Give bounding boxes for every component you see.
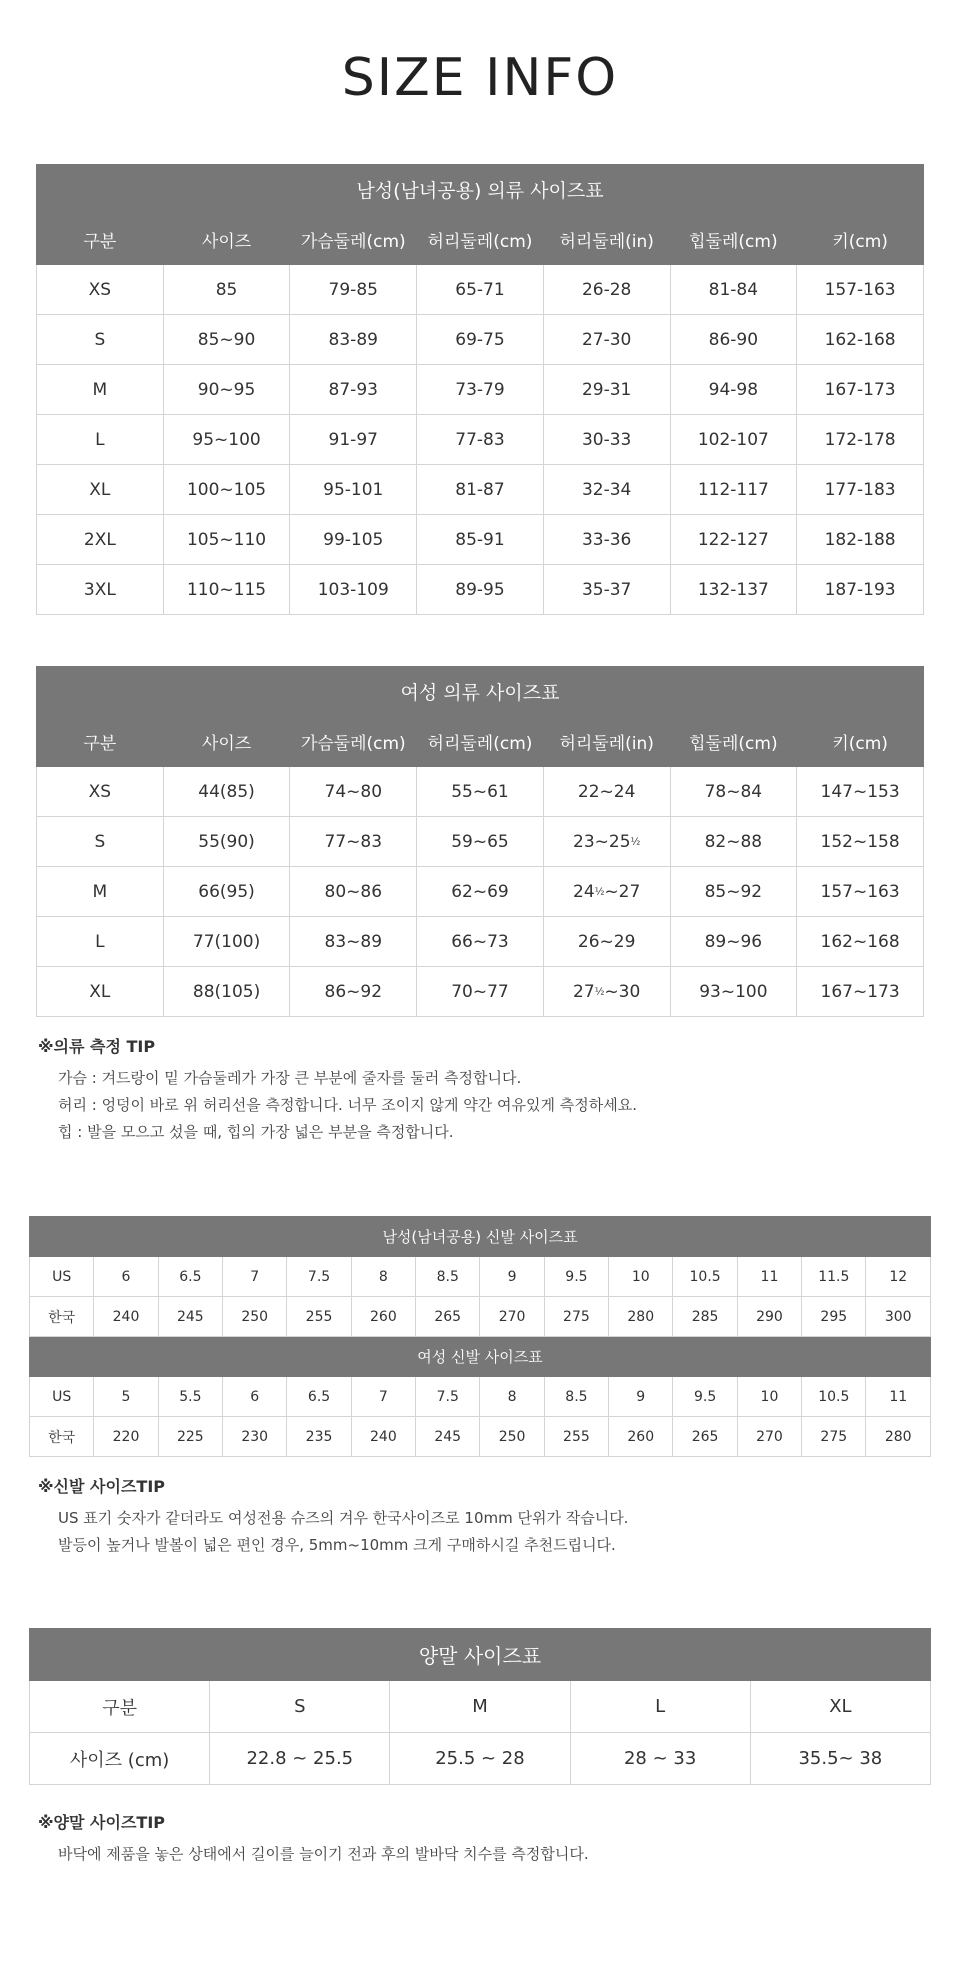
column-header: 힙둘레(cm) <box>670 215 797 265</box>
table-row <box>37 867 924 917</box>
table-cell: 6.5 <box>287 1377 351 1417</box>
table-cell: XL <box>37 967 164 1017</box>
socks-value: 22.8 ~ 25.5 <box>210 1733 390 1785</box>
table-cell: 220 <box>94 1417 158 1457</box>
column-header: 키(cm) <box>797 717 924 767</box>
table-cell: 81-84 <box>670 265 797 315</box>
table-cell: 9 <box>480 1257 544 1297</box>
table-cell: 10 <box>737 1377 801 1417</box>
table-cell: 7.5 <box>416 1377 480 1417</box>
table-cell: 285 <box>673 1297 737 1337</box>
table-cell: 27½~30 <box>543 967 670 1017</box>
clothing-tip-title: ※의류 측정 TIP <box>38 1037 156 1056</box>
table-cell: 8.5 <box>416 1257 480 1297</box>
table-cell: 7.5 <box>287 1257 351 1297</box>
table-cell: 2XL <box>37 515 164 565</box>
table-cell: 22~24 <box>543 767 670 817</box>
table-row <box>30 1417 931 1457</box>
clothing-tip-line: 가슴 : 겨드랑이 밑 가슴둘레가 가장 큰 부분에 줄자를 둘러 측정합니다. <box>58 1069 522 1087</box>
table-cell: S <box>37 315 164 365</box>
table-cell: 10.5 <box>673 1257 737 1297</box>
table-cell: 87-93 <box>290 365 417 415</box>
table-cell: 32-34 <box>543 465 670 515</box>
table-cell: 26~29 <box>543 917 670 967</box>
table-cell: L <box>37 415 164 465</box>
shoe-tip-title: ※신발 사이즈TIP <box>38 1477 165 1496</box>
table-cell: 240 <box>94 1297 158 1337</box>
table-cell: 290 <box>737 1297 801 1337</box>
table-row <box>37 817 924 867</box>
table-cell: 225 <box>158 1417 222 1457</box>
table-cell: 12 <box>866 1257 931 1297</box>
table-cell: 122-127 <box>670 515 797 565</box>
shoe-tip-line: US 표기 숫자가 같더라도 여성전용 슈즈의 겨우 한국사이즈로 10mm 단위가 작습니다. <box>58 1509 629 1527</box>
table-cell: 95~100 <box>163 415 290 465</box>
table-row <box>30 1297 931 1337</box>
table-cell: 245 <box>158 1297 222 1337</box>
column-header: 사이즈 <box>163 717 290 767</box>
table-cell: 6 <box>94 1257 158 1297</box>
column-header: 구분 <box>37 215 164 265</box>
column-header: 키(cm) <box>797 215 924 265</box>
table-cell: 250 <box>223 1297 287 1337</box>
table-cell: 295 <box>802 1297 866 1337</box>
table-row <box>37 365 924 415</box>
table-cell: 11 <box>737 1257 801 1297</box>
table-cell: 147~153 <box>797 767 924 817</box>
column-header: 구분 <box>37 717 164 767</box>
table-cell: 11.5 <box>802 1257 866 1297</box>
socks-tip-line: 바닥에 제품을 놓은 상태에서 길이를 늘이기 전과 후의 발바닥 치수를 측정합니다. <box>58 1845 589 1863</box>
socks-size-m: M <box>390 1681 570 1733</box>
table-cell: 9.5 <box>673 1377 737 1417</box>
shoe-tip <box>38 1474 628 1559</box>
table-cell: 152~158 <box>797 817 924 867</box>
table-cell: 55~61 <box>417 767 544 817</box>
table-cell: 255 <box>287 1297 351 1337</box>
socks-value: 35.5~ 38 <box>750 1733 930 1785</box>
table-cell: 240 <box>351 1417 415 1457</box>
socks-size-s: S <box>210 1681 390 1733</box>
table-cell: 74~80 <box>290 767 417 817</box>
table-cell: 265 <box>673 1417 737 1457</box>
table-cell: 65-71 <box>417 265 544 315</box>
clothing-tip-line: 허리 : 엉덩이 바로 위 허리선을 측정합니다. 너무 조이지 않게 약간 여유있게 측정하세요. <box>58 1096 637 1114</box>
table-cell: M <box>37 365 164 415</box>
table-cell: 182-188 <box>797 515 924 565</box>
table-row <box>37 515 924 565</box>
table-cell: S <box>37 817 164 867</box>
column-header: 힙둘레(cm) <box>670 717 797 767</box>
table-cell: XS <box>37 265 164 315</box>
table-cell: 35-37 <box>543 565 670 615</box>
table-cell: 100~105 <box>163 465 290 515</box>
table-cell: 187-193 <box>797 565 924 615</box>
table-cell: 55(90) <box>163 817 290 867</box>
table-cell: 5 <box>94 1377 158 1417</box>
table-cell: 162~168 <box>797 917 924 967</box>
table-cell: XL <box>37 465 164 515</box>
table-cell: 27-30 <box>543 315 670 365</box>
table-cell: 59~65 <box>417 817 544 867</box>
table-cell: 90~95 <box>163 365 290 415</box>
women-clothing-caption: 여성 의류 사이즈표 <box>37 667 924 717</box>
table-cell: 88(105) <box>163 967 290 1017</box>
socks-size-table <box>29 1628 931 1785</box>
socks-size-xl: XL <box>750 1681 930 1733</box>
table-cell: 260 <box>351 1297 415 1337</box>
table-cell: 85-91 <box>417 515 544 565</box>
table-cell: 3XL <box>37 565 164 615</box>
table-row <box>37 917 924 967</box>
table-cell: 79-85 <box>290 265 417 315</box>
table-cell: 105~110 <box>163 515 290 565</box>
table-cell: 167~173 <box>797 967 924 1017</box>
table-cell: 85~90 <box>163 315 290 365</box>
table-cell: 33-36 <box>543 515 670 565</box>
table-cell: 300 <box>866 1297 931 1337</box>
row-label: 한국 <box>30 1297 94 1337</box>
table-cell: 85 <box>163 265 290 315</box>
table-cell: 23~25½ <box>543 817 670 867</box>
table-cell: 177-183 <box>797 465 924 515</box>
table-cell: 89-95 <box>417 565 544 615</box>
table-cell: 6 <box>223 1377 287 1417</box>
table-cell: 7 <box>351 1377 415 1417</box>
table-cell: 83~89 <box>290 917 417 967</box>
column-header: 허리둘레(in) <box>543 215 670 265</box>
table-cell: 230 <box>223 1417 287 1457</box>
table-cell: 73-79 <box>417 365 544 415</box>
table-row <box>37 315 924 365</box>
table-cell: 99-105 <box>290 515 417 565</box>
table-cell: 275 <box>802 1417 866 1457</box>
column-header: 허리둘레(cm) <box>417 717 544 767</box>
socks-value: 28 ~ 33 <box>570 1733 750 1785</box>
table-cell: 81-87 <box>417 465 544 515</box>
table-cell: 110~115 <box>163 565 290 615</box>
socks-value: 25.5 ~ 28 <box>390 1733 570 1785</box>
table-cell: 250 <box>480 1417 544 1457</box>
table-cell: 86~92 <box>290 967 417 1017</box>
table-cell: 70~77 <box>417 967 544 1017</box>
table-cell: 26-28 <box>543 265 670 315</box>
table-cell: 83-89 <box>290 315 417 365</box>
table-cell: 270 <box>480 1297 544 1337</box>
table-cell: 66(95) <box>163 867 290 917</box>
table-row <box>37 465 924 515</box>
table-cell: 157~163 <box>797 867 924 917</box>
table-cell: 29-31 <box>543 365 670 415</box>
table-cell: 30-33 <box>543 415 670 465</box>
table-cell: 7 <box>223 1257 287 1297</box>
table-row <box>37 967 924 1017</box>
page-title: SIZE INFO <box>341 48 619 108</box>
shoe-tip-line: 발등이 높거나 발볼이 넓은 편인 경우, 5mm~10mm 크게 구매하시길 추천드립니다. <box>58 1536 616 1554</box>
table-cell: 103-109 <box>290 565 417 615</box>
table-row <box>30 1377 931 1417</box>
table-cell: 162-168 <box>797 315 924 365</box>
table-cell: 275 <box>544 1297 608 1337</box>
table-cell: 9 <box>609 1377 673 1417</box>
table-cell: 10 <box>609 1257 673 1297</box>
table-cell: 8.5 <box>544 1377 608 1417</box>
table-cell: 270 <box>737 1417 801 1457</box>
table-row <box>37 415 924 465</box>
table-cell: 77(100) <box>163 917 290 967</box>
men-shoe-caption: 남성(남녀공용) 신발 사이즈표 <box>30 1217 931 1257</box>
socks-size-l: L <box>570 1681 750 1733</box>
socks-header-label: 구분 <box>30 1681 210 1733</box>
table-row <box>37 767 924 817</box>
socks-tip <box>38 1810 589 1868</box>
table-cell: 93~100 <box>670 967 797 1017</box>
shoe-size-table <box>29 1216 931 1457</box>
row-label: US <box>30 1257 94 1297</box>
table-cell: 94-98 <box>670 365 797 415</box>
table-cell: 86-90 <box>670 315 797 365</box>
table-cell: 77-83 <box>417 415 544 465</box>
table-cell: 62~69 <box>417 867 544 917</box>
table-cell: 69-75 <box>417 315 544 365</box>
clothing-tip-line: 힙 : 발을 모으고 섰을 때, 힙의 가장 넓은 부분을 측정합니다. <box>58 1123 454 1141</box>
socks-row-label: 사이즈 (cm) <box>30 1733 210 1785</box>
table-cell: 6.5 <box>158 1257 222 1297</box>
women-clothing-table <box>36 666 924 1017</box>
table-cell: 157-163 <box>797 265 924 315</box>
table-cell: 102-107 <box>670 415 797 465</box>
column-header: 가슴둘레(cm) <box>290 215 417 265</box>
socks-caption: 양말 사이즈표 <box>30 1629 931 1681</box>
table-cell: 265 <box>416 1297 480 1337</box>
row-label: 한국 <box>30 1417 94 1457</box>
table-cell: 280 <box>866 1417 931 1457</box>
table-cell: 5.5 <box>158 1377 222 1417</box>
table-cell: 89~96 <box>670 917 797 967</box>
column-header: 허리둘레(cm) <box>417 215 544 265</box>
table-cell: 280 <box>609 1297 673 1337</box>
table-cell: 260 <box>609 1417 673 1457</box>
clothing-tip <box>38 1034 637 1146</box>
table-cell: L <box>37 917 164 967</box>
table-cell: 235 <box>287 1417 351 1457</box>
table-cell: 24½~27 <box>543 867 670 917</box>
women-shoe-caption: 여성 신발 사이즈표 <box>30 1337 931 1377</box>
table-cell: 132-137 <box>670 565 797 615</box>
table-cell: XS <box>37 767 164 817</box>
table-cell: 8 <box>480 1377 544 1417</box>
table-cell: 10.5 <box>802 1377 866 1417</box>
table-cell: 82~88 <box>670 817 797 867</box>
table-cell: 172-178 <box>797 415 924 465</box>
column-header: 사이즈 <box>163 215 290 265</box>
column-header: 가슴둘레(cm) <box>290 717 417 767</box>
table-cell: 80~86 <box>290 867 417 917</box>
table-cell: 8 <box>351 1257 415 1297</box>
table-cell: 167-173 <box>797 365 924 415</box>
table-cell: 245 <box>416 1417 480 1457</box>
table-cell: 9.5 <box>544 1257 608 1297</box>
table-row <box>37 565 924 615</box>
table-row <box>37 265 924 315</box>
table-cell: 112-117 <box>670 465 797 515</box>
table-row <box>30 1257 931 1297</box>
row-label: US <box>30 1377 94 1417</box>
column-header: 허리둘레(in) <box>543 717 670 767</box>
table-cell: 255 <box>544 1417 608 1457</box>
table-cell: 66~73 <box>417 917 544 967</box>
socks-tip-title: ※양말 사이즈TIP <box>38 1813 165 1832</box>
table-cell: 11 <box>866 1377 931 1417</box>
table-cell: 85~92 <box>670 867 797 917</box>
table-cell: 95-101 <box>290 465 417 515</box>
table-cell: 78~84 <box>670 767 797 817</box>
table-cell: 77~83 <box>290 817 417 867</box>
men-clothing-caption: 남성(남녀공용) 의류 사이즈표 <box>37 165 924 215</box>
table-cell: 44(85) <box>163 767 290 817</box>
table-cell: M <box>37 867 164 917</box>
men-clothing-table <box>36 164 924 615</box>
table-cell: 91-97 <box>290 415 417 465</box>
